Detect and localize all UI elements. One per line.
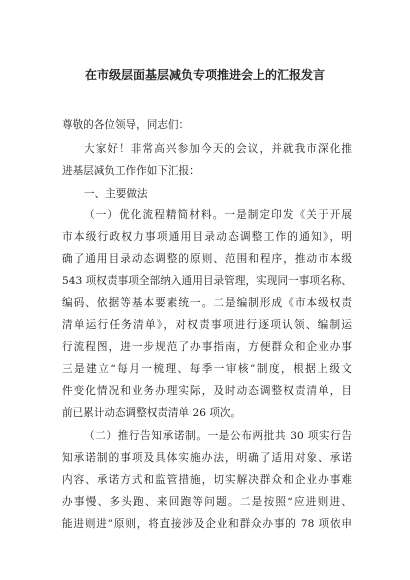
paragraph-line: 行流程图，进一步规范了办事指南，方便群众和企业办事 xyxy=(62,341,352,353)
paragraph-line: 编码、依据等基本要素统一。二是编制形成《市本级权责 xyxy=(62,297,352,309)
paragraph-line: 543 项权责事项全部纳入通用目录管理，实现同一事项名称、 xyxy=(62,275,352,287)
paragraph-line: 确了通用目录动态调整的原则、范围和程序，推动市本级 xyxy=(62,253,352,265)
paragraph-line: 市本级行政权力事项通用目录动态调整工作的通知》，明 xyxy=(62,231,352,243)
paragraph-line: 件变化情况和业务办理实际，及时动态调整权责清单，目 xyxy=(62,385,352,397)
paragraph-line: （一）优化流程精简材料。一是制定印发《关于开展 xyxy=(84,209,352,221)
paragraph-line: 知承诺制的事项及具体实施办法，明确了适用对象、承诺 xyxy=(62,452,352,464)
paragraph-line: 能进则进”原则，将直接涉及企业和群众办事的 78 项依申 xyxy=(62,518,352,530)
paragraph-line: 大家好！非常高兴参加今天的会议，并就我市深化推 xyxy=(84,143,352,155)
paragraph-line: 清单运行任务清单》，对权责事项进行逐项认领、编制运 xyxy=(62,319,352,331)
paragraph-line: 进基层减负工作作如下汇报： xyxy=(62,165,200,177)
paragraph-line: 内容、承诺方式和监管措施，切实解决群众和企业办事难 xyxy=(62,474,352,486)
paragraph-line: 三是建立“每月一梳理、每季一审核”制度，根据上级文 xyxy=(62,363,352,375)
paragraph-line: 办事慢、多头跑、来回跑等问题。二是按照“应进则进、 xyxy=(62,496,352,508)
paragraph-line: 前已累计动态调整权责清单 26 项次。 xyxy=(62,407,242,419)
section-heading: 一、主要做法 xyxy=(84,188,148,200)
document-title: 在市级层面基层减负专项推进会上的汇报发言 xyxy=(84,68,325,82)
paragraph-line: （二）推行告知承诺制。一是公布两批共 30 项实行告 xyxy=(84,430,352,442)
salutation: 尊敬的各位领导，同志们： xyxy=(62,119,190,131)
